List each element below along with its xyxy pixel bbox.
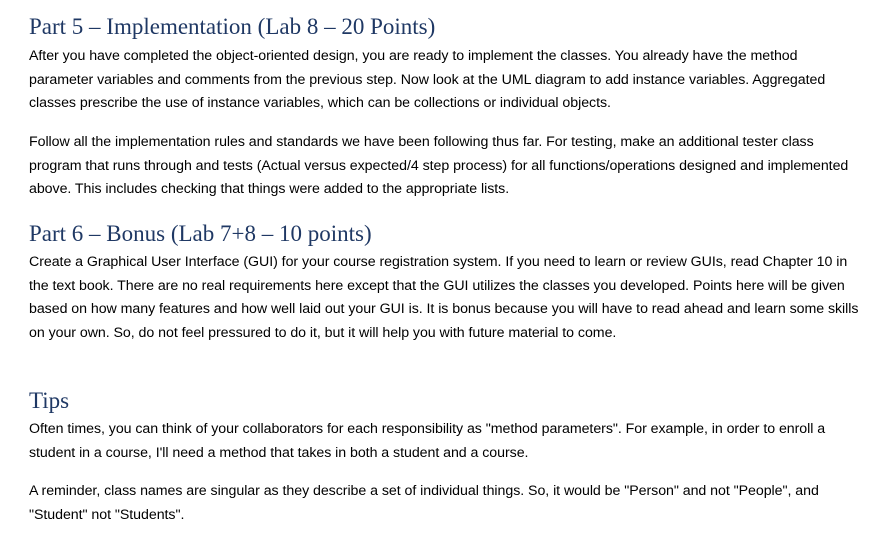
paragraph-tips-collaborators: Often times, you can think of your collaborators for each responsibility as "method parameters". For example, in order to enroll a student in a course, I'll need a method that takes in both a student and a course. xyxy=(29,421,826,461)
paragraph-implementation-testing: Follow all the implementation rules and standards we have been following thus far. For testing, make an additional tester class program that runs through and tests (Actual versus expected/4 step process) for all functions/operations designed and implemented above. This includes checking that things were added to the appropriate lists. xyxy=(29,134,849,198)
paragraph-implementation-intro: After you have completed the object-oriented design, you are ready to implement the classes. You already have the method parameter variables and comments from the previous step. Now look at the UML diagram to add instance variables. Aggregated classes prescribe the use of instance variables, which can be collections or individual objects. xyxy=(29,48,826,112)
heading-tips: Tips xyxy=(29,388,70,413)
heading-part-5-implementation: Part 5 – Implementation (Lab 8 – 20 Points) xyxy=(29,14,436,39)
paragraph-tips-class-names: A reminder, class names are singular as they describe a set of individual things. So, it would be "Person" and not "People", and "Student" not "Students". xyxy=(29,483,819,523)
paragraph-bonus-gui: Create a Graphical User Interface (GUI) for your course registration system. If you need to learn or review GUIs, read Chapter 10 in the text book. There are no real requirements here except that the GUI utilizes the classes you developed. Points here will be given based on how many features and how well laid out your GUI is. It is bonus because you will have to read ahead and learn some skills on your own. So, do not feel pressured to do it, but it will help you with future material to come. xyxy=(29,254,859,342)
heading-part-6-bonus: Part 6 – Bonus (Lab 7+8 – 10 points) xyxy=(29,221,372,246)
